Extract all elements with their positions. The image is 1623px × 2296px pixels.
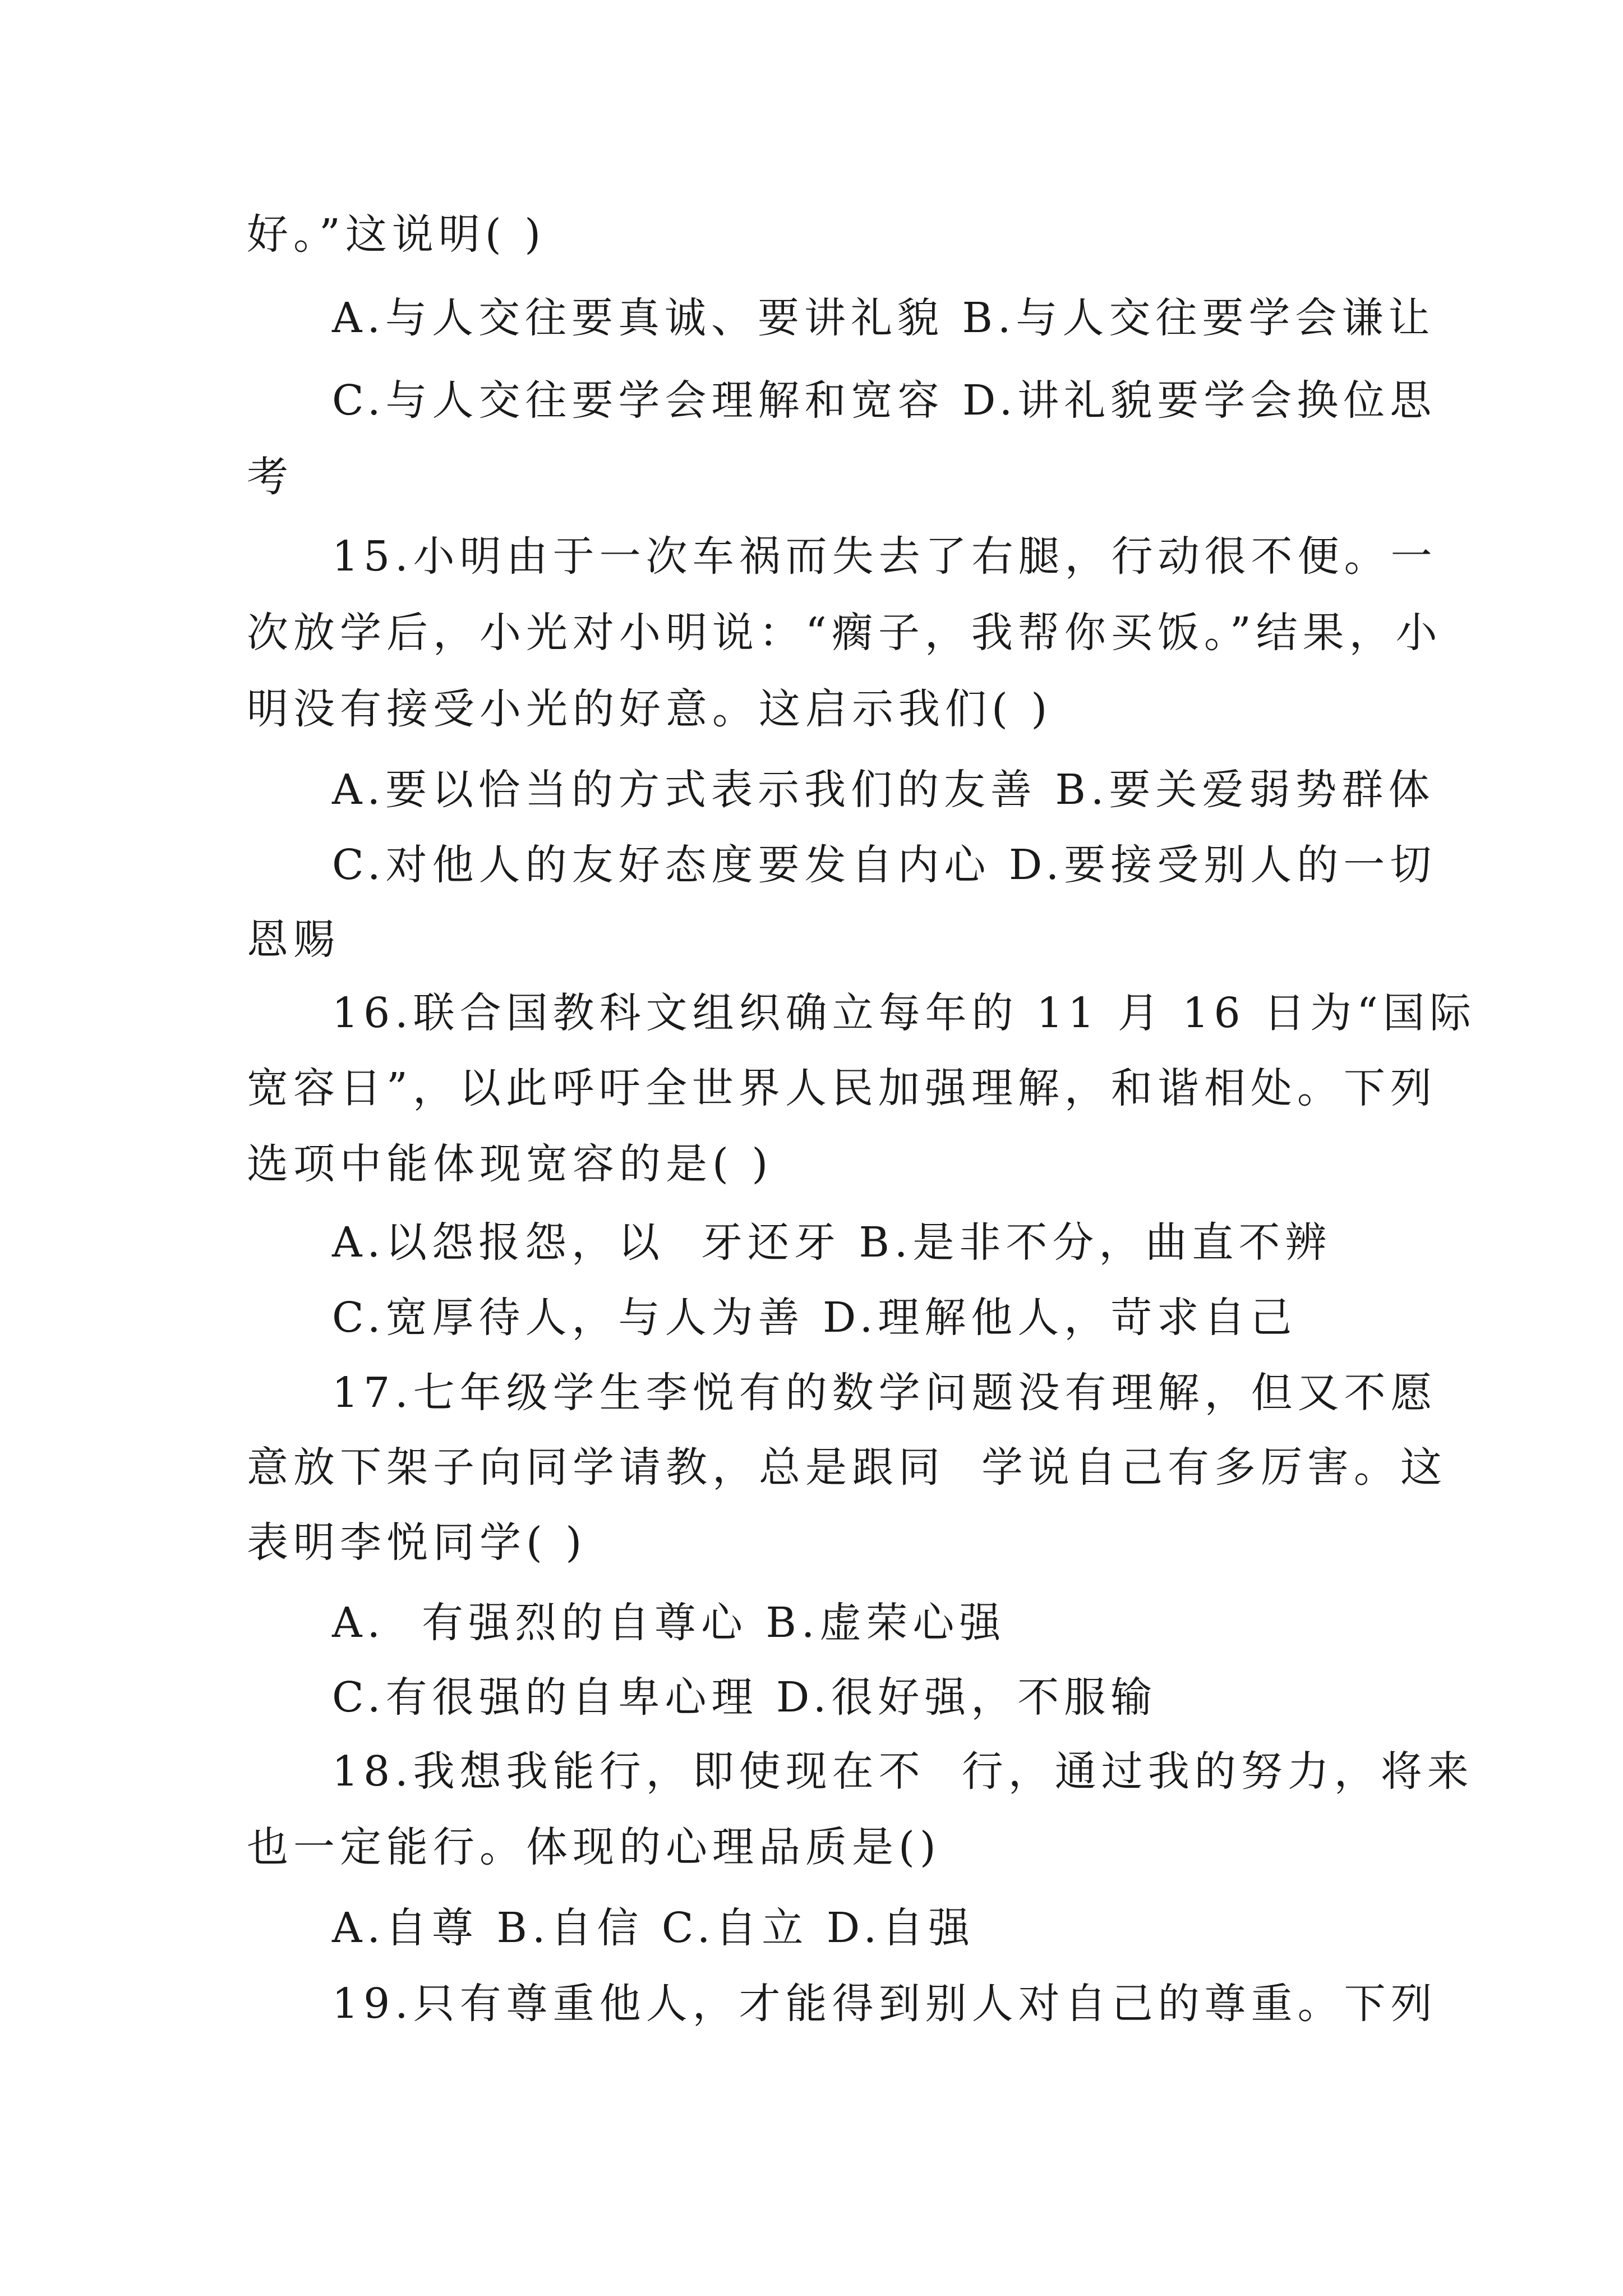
q15-stem: 15.小明由于一次车祸而失去了右腿，行动很不便。一: [332, 532, 1437, 581]
q14-options-cd: C.与人交往要学会理解和宽容 D.讲礼貌要学会换位思: [332, 376, 1437, 425]
q16-stem-line3: 选项中能体现宽容的是( ): [247, 1140, 773, 1188]
q14-options-cd-cont: 考: [247, 453, 293, 501]
q15-stem-line2: 次放学后，小光对小明说：“瘸子，我帮你买饭。”结果，小: [247, 609, 1442, 657]
q16-stem: 16.联合国教科文组织确立每年的 11 月 16 日为“国际: [332, 989, 1476, 1037]
q17-stem-line2: 意放下架子向同学请教，总是跟同 学说自己有多厉害。这: [247, 1443, 1447, 1492]
q14-options-ab: A.与人交往要真诚、要讲礼貌 B.与人交往要学会谦让: [332, 294, 1435, 342]
q16-options-ab: A.以怨报怨，以 牙还牙 B.是非不分，曲直不辨: [332, 1218, 1332, 1267]
q15-options-cd-cont: 恩赐: [247, 915, 340, 964]
q17-stem: 17.七年级学生李悦有的数学问题没有理解，但又不愿: [332, 1369, 1437, 1417]
q16-stem-line2: 宽容日”，以此呼吁全世界人民加强理解，和谐相处。下列: [247, 1064, 1437, 1112]
q18-stem-line2: 也一定能行。体现的心理品质是(): [247, 1823, 941, 1871]
q19-stem: 19.只有尊重他人，才能得到别人对自己的尊重。下列: [332, 1980, 1437, 2028]
q14-stem-end: 好。”这说明( ): [247, 210, 546, 259]
q15-options-ab: A.要以恰当的方式表示我们的友善 B.要关爱弱势群体: [332, 766, 1435, 814]
q17-options-ab: A. 有强烈的自尊心 B.虚荣心强: [332, 1599, 1006, 1647]
q18-options: A.自尊 B.自信 C.自立 D.自强: [332, 1904, 975, 1952]
q17-stem-line3: 表明李悦同学( ): [247, 1519, 587, 1567]
q18-stem: 18.我想我能行，即使现在不 行，通过我的努力，将来: [332, 1747, 1474, 1796]
q15-options-cd: C.对他人的友好态度要发自内心 D.要接受别人的一切: [332, 841, 1437, 889]
q15-stem-line3: 明没有接受小光的好意。这启示我们( ): [247, 685, 1053, 733]
q16-options-cd: C.宽厚待人，与人为善 D.理解他人，苛求自己: [332, 1294, 1297, 1342]
q17-options-cd: C.有很强的自卑心理 D.很好强，不服输: [332, 1673, 1158, 1722]
